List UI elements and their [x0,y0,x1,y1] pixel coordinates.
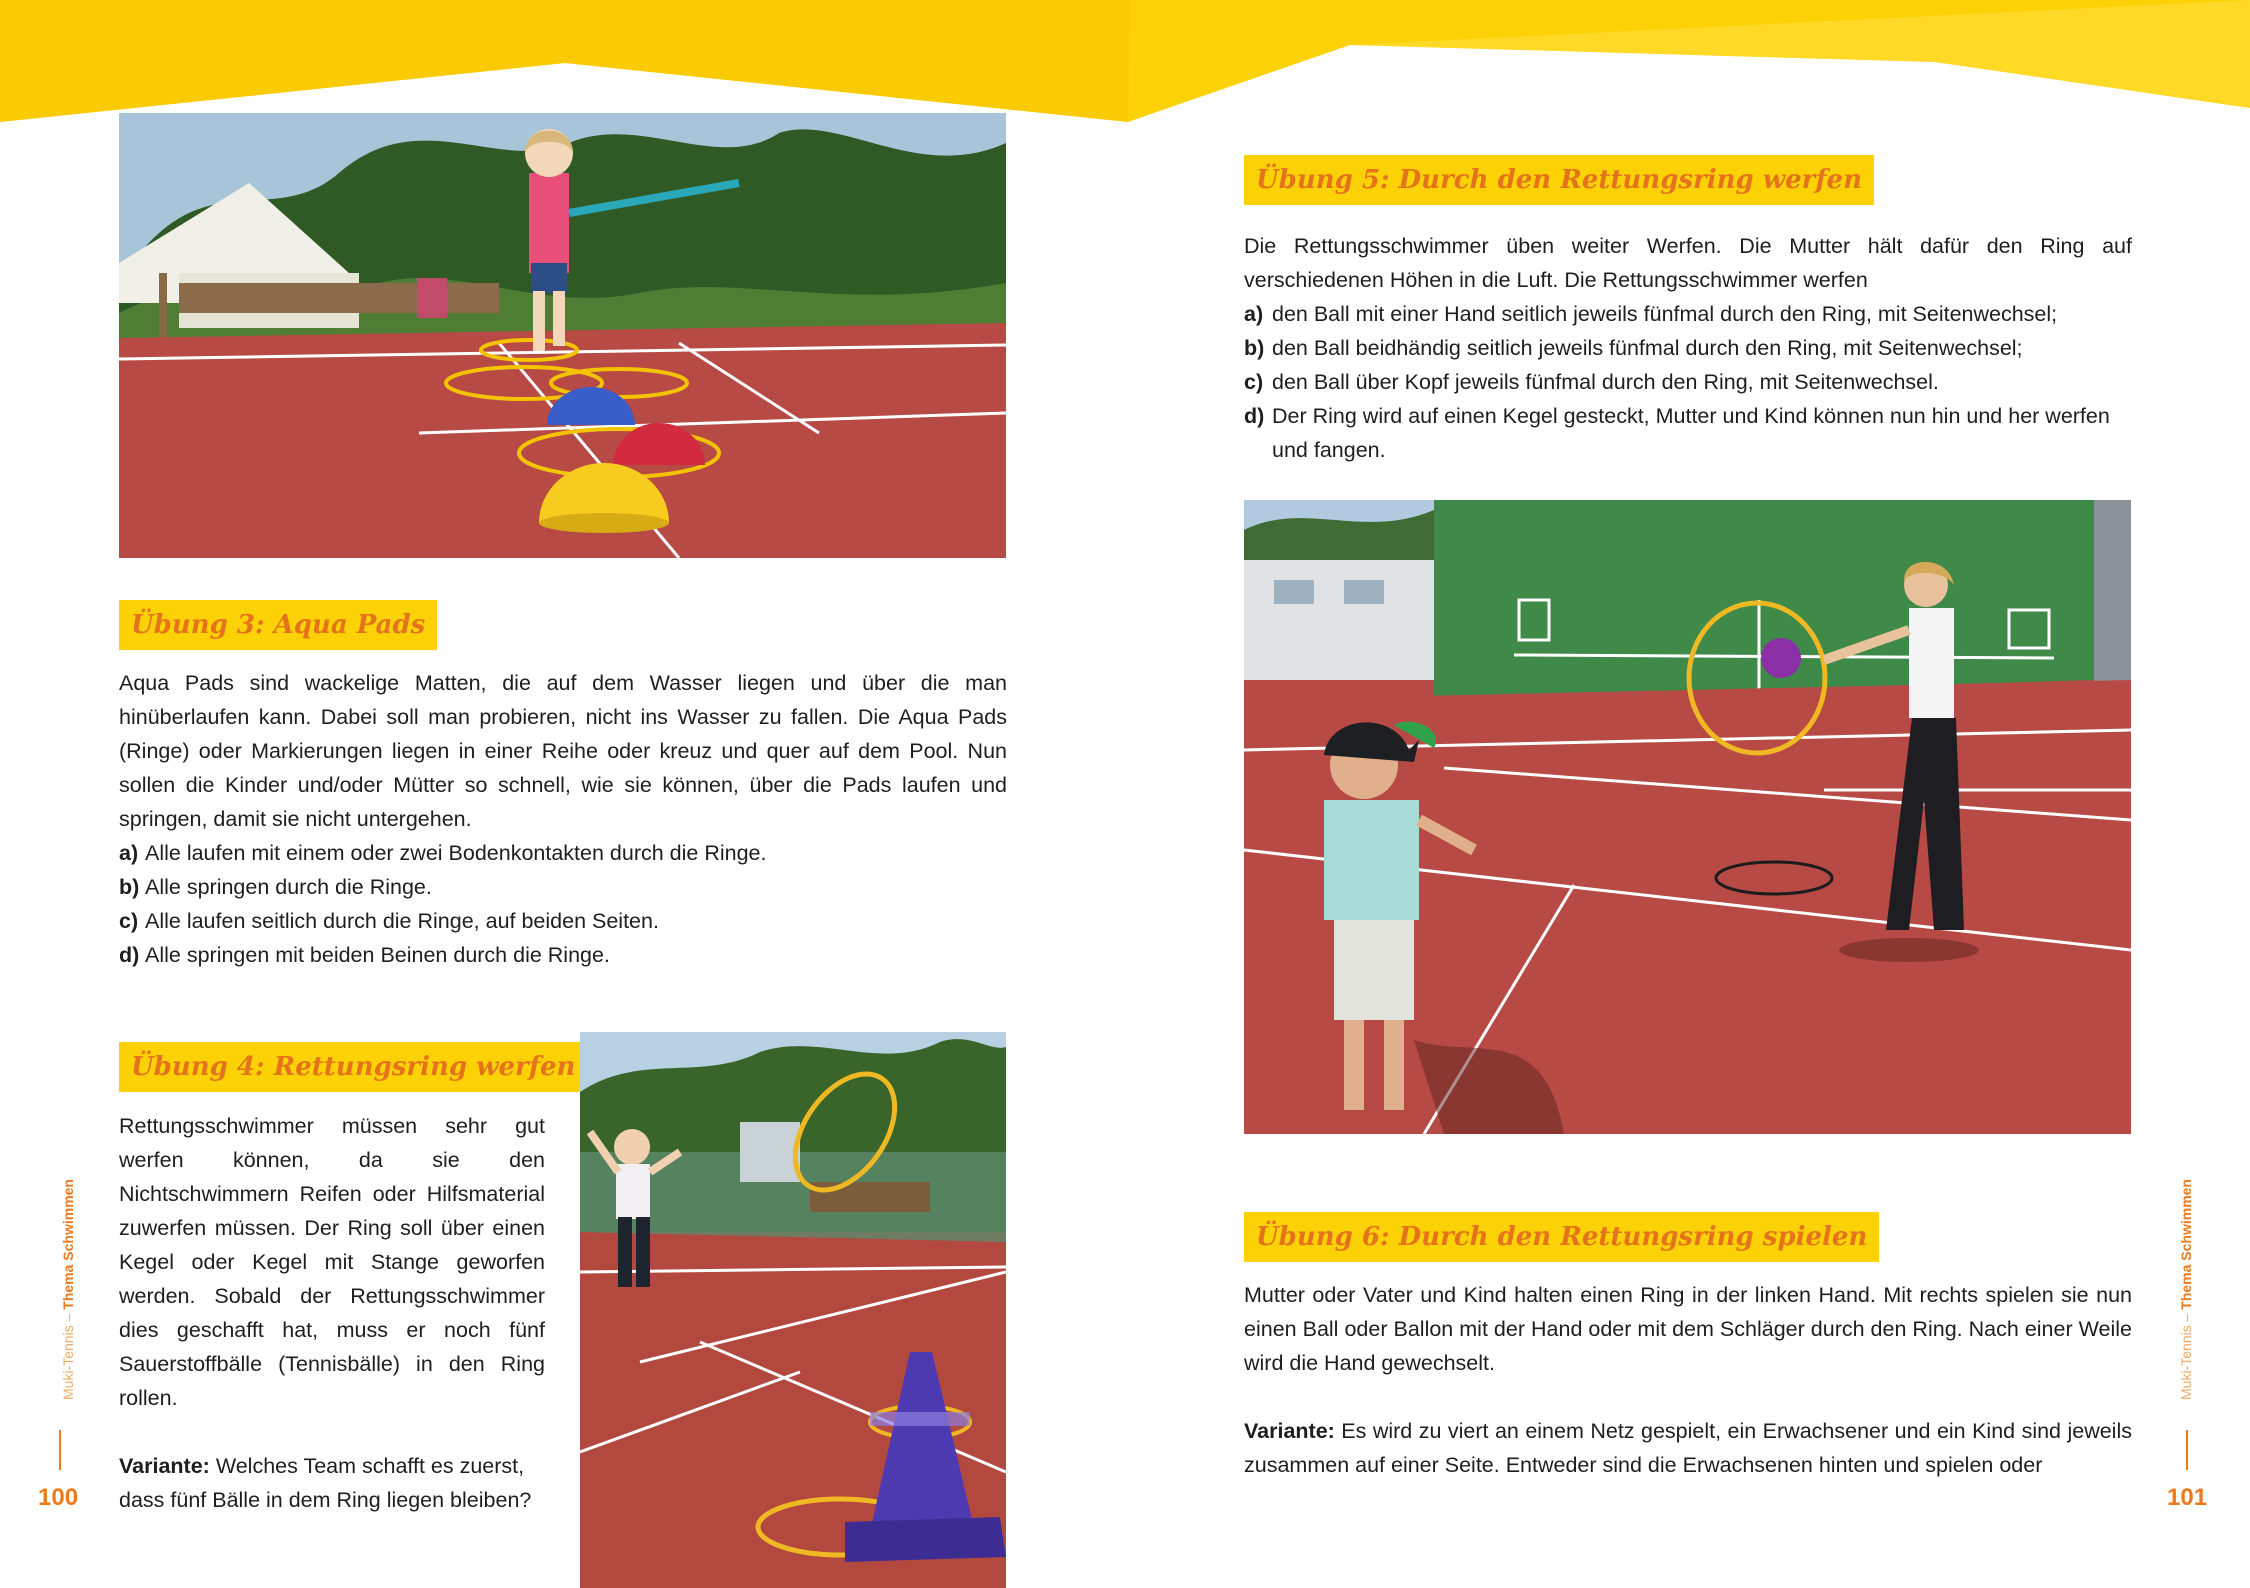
item-label: b) [1244,336,1265,360]
exercise6-text [1244,1278,2132,1482]
item-text: den Ball mit einer Hand seitlich jeweils fünfmal durch den Ring, mit Seitenwechsel; [1272,302,2058,326]
variant-text: Welches Team schafft es zuerst, dass fünf Bälle in dem Ring liegen bleiben? [119,1454,532,1512]
side-label-sep: – [2178,1309,2194,1326]
item-text: Alle laufen seitlich durch die Ringe, auf beiden Seiten. [145,909,659,933]
exercise3-item-a [119,836,1007,870]
left-side-label [60,1179,76,1400]
exercise6-paragraph: Mutter oder Vater und Kind halten einen Ring in der linken Hand. Mit rechts spielen sie nun einen Ball oder Ballon mit der Hand oder mit dem Schläger durch den Ring. Nach einer Weile wird die Hand gewechselt. [1244,1283,2132,1375]
item-text: Der Ring wird auf einen Kegel gesteckt, Mutter und Kind können nun hin und her werfen und fangen. [1272,404,2110,462]
variant-label: Variante: [1244,1419,1335,1443]
exercise5-text [1244,229,2132,467]
side-label-sep: – [60,1309,76,1326]
variant-label: Variante: [119,1454,210,1478]
exercise3-item-b [119,870,1007,904]
item-text: Alle laufen mit einem oder zwei Bodenkontakten durch die Ringe. [145,841,767,865]
side-label-book: Muki-Tennis [2178,1325,2194,1400]
photo-ring-ball-throw [1244,500,2131,1134]
left-side-rule [59,1430,61,1470]
item-label: b) [119,875,140,899]
exercise5-item-a [1244,297,2132,331]
item-text: den Ball über Kopf jeweils fünfmal durch den Ring, mit Seitenwechsel. [1272,370,1939,394]
exercise5-item-b [1244,331,2132,365]
exercise3-item-c [119,904,1007,938]
exercise4-paragraph: Rettungsschwimmer müssen sehr gut werfen können, da sie den Nichtschwimmern Reifen oder Hilfsmaterial zuwerfen müssen. Der Ring soll über einen Kegel oder Kegel mit Stange geworfen werden. Sobald der Rettungsschwimmer dies geschafft hat, muss er noch fünf Sauerstoffbälle (Tennisbälle) in den Ring rollen. [119,1114,545,1410]
photo-ring-throw [580,1032,1006,1588]
item-label: d) [119,943,140,967]
exercise5-item-c [1244,365,2132,399]
exercise5-paragraph: Die Rettungsschwimmer üben weiter Werfen. Die Mutter hält dafür den Ring auf verschiedenen Höhen in die Luft. Die Rettungsschwimmer werfen [1244,234,2132,292]
exercise5-item-d [1244,399,2132,467]
exercise4-variant [119,1449,545,1517]
exercise4-heading: Übung 4: Rettungsring werfen [119,1042,587,1092]
right-side-label [2178,1179,2194,1400]
exercise5-heading: Übung 5: Durch den Rettungsring werfen [1244,155,1874,205]
item-label: a) [1244,302,1264,326]
item-text: Alle springen mit beiden Beinen durch die Ringe. [145,943,610,967]
exercise3-paragraph: Aqua Pads sind wackelige Matten, die auf dem Wasser liegen und über die man hinüberlaufen kann. Dabei soll man probieren, nicht ins Wasser zu fallen. Die Aqua Pads (Ringe) oder Markierungen liegen in einer Reihe oder kreuz und quer auf dem Pool. Nun sollen die Kinder und/oder Mütter so schnell, wie sie können, über die Pads laufen und springen, damit sie nicht untergehen. [119,671,1007,831]
exercise3-text [119,666,1007,972]
exercise3-heading: Übung 3: Aqua Pads [119,600,437,650]
photo-aqua-pads [119,113,1006,558]
exercise4-text [119,1109,545,1517]
left-page-number: 100 [38,1484,79,1511]
side-label-book: Muki-Tennis [60,1325,76,1400]
exercise6-variant [1244,1414,2132,1482]
exercise3-item-d [119,938,1007,972]
item-text: den Ball beidhändig seitlich jeweils fünfmal durch den Ring, mit Seitenwechsel; [1272,336,2023,360]
right-side-rule [2186,1430,2188,1470]
item-label: d) [1244,404,1265,428]
side-label-topic: Thema Schwimmen [2178,1179,2194,1310]
item-label: a) [119,841,139,865]
item-label: c) [1244,370,1264,394]
exercise6-heading: Übung 6: Durch den Rettungsring spielen [1244,1212,1879,1262]
side-label-topic: Thema Schwimmen [60,1179,76,1310]
item-label: c) [119,909,139,933]
variant-text: Es wird zu viert an einem Netz gespielt, ein Erwachsener und ein Kind sind jeweils zusammen auf einer Seite. Entweder sind die Erwachsenen hinten und spielen oder [1244,1419,2132,1477]
item-text: Alle springen durch die Ringe. [145,875,432,899]
right-page-number: 101 [2167,1484,2208,1511]
